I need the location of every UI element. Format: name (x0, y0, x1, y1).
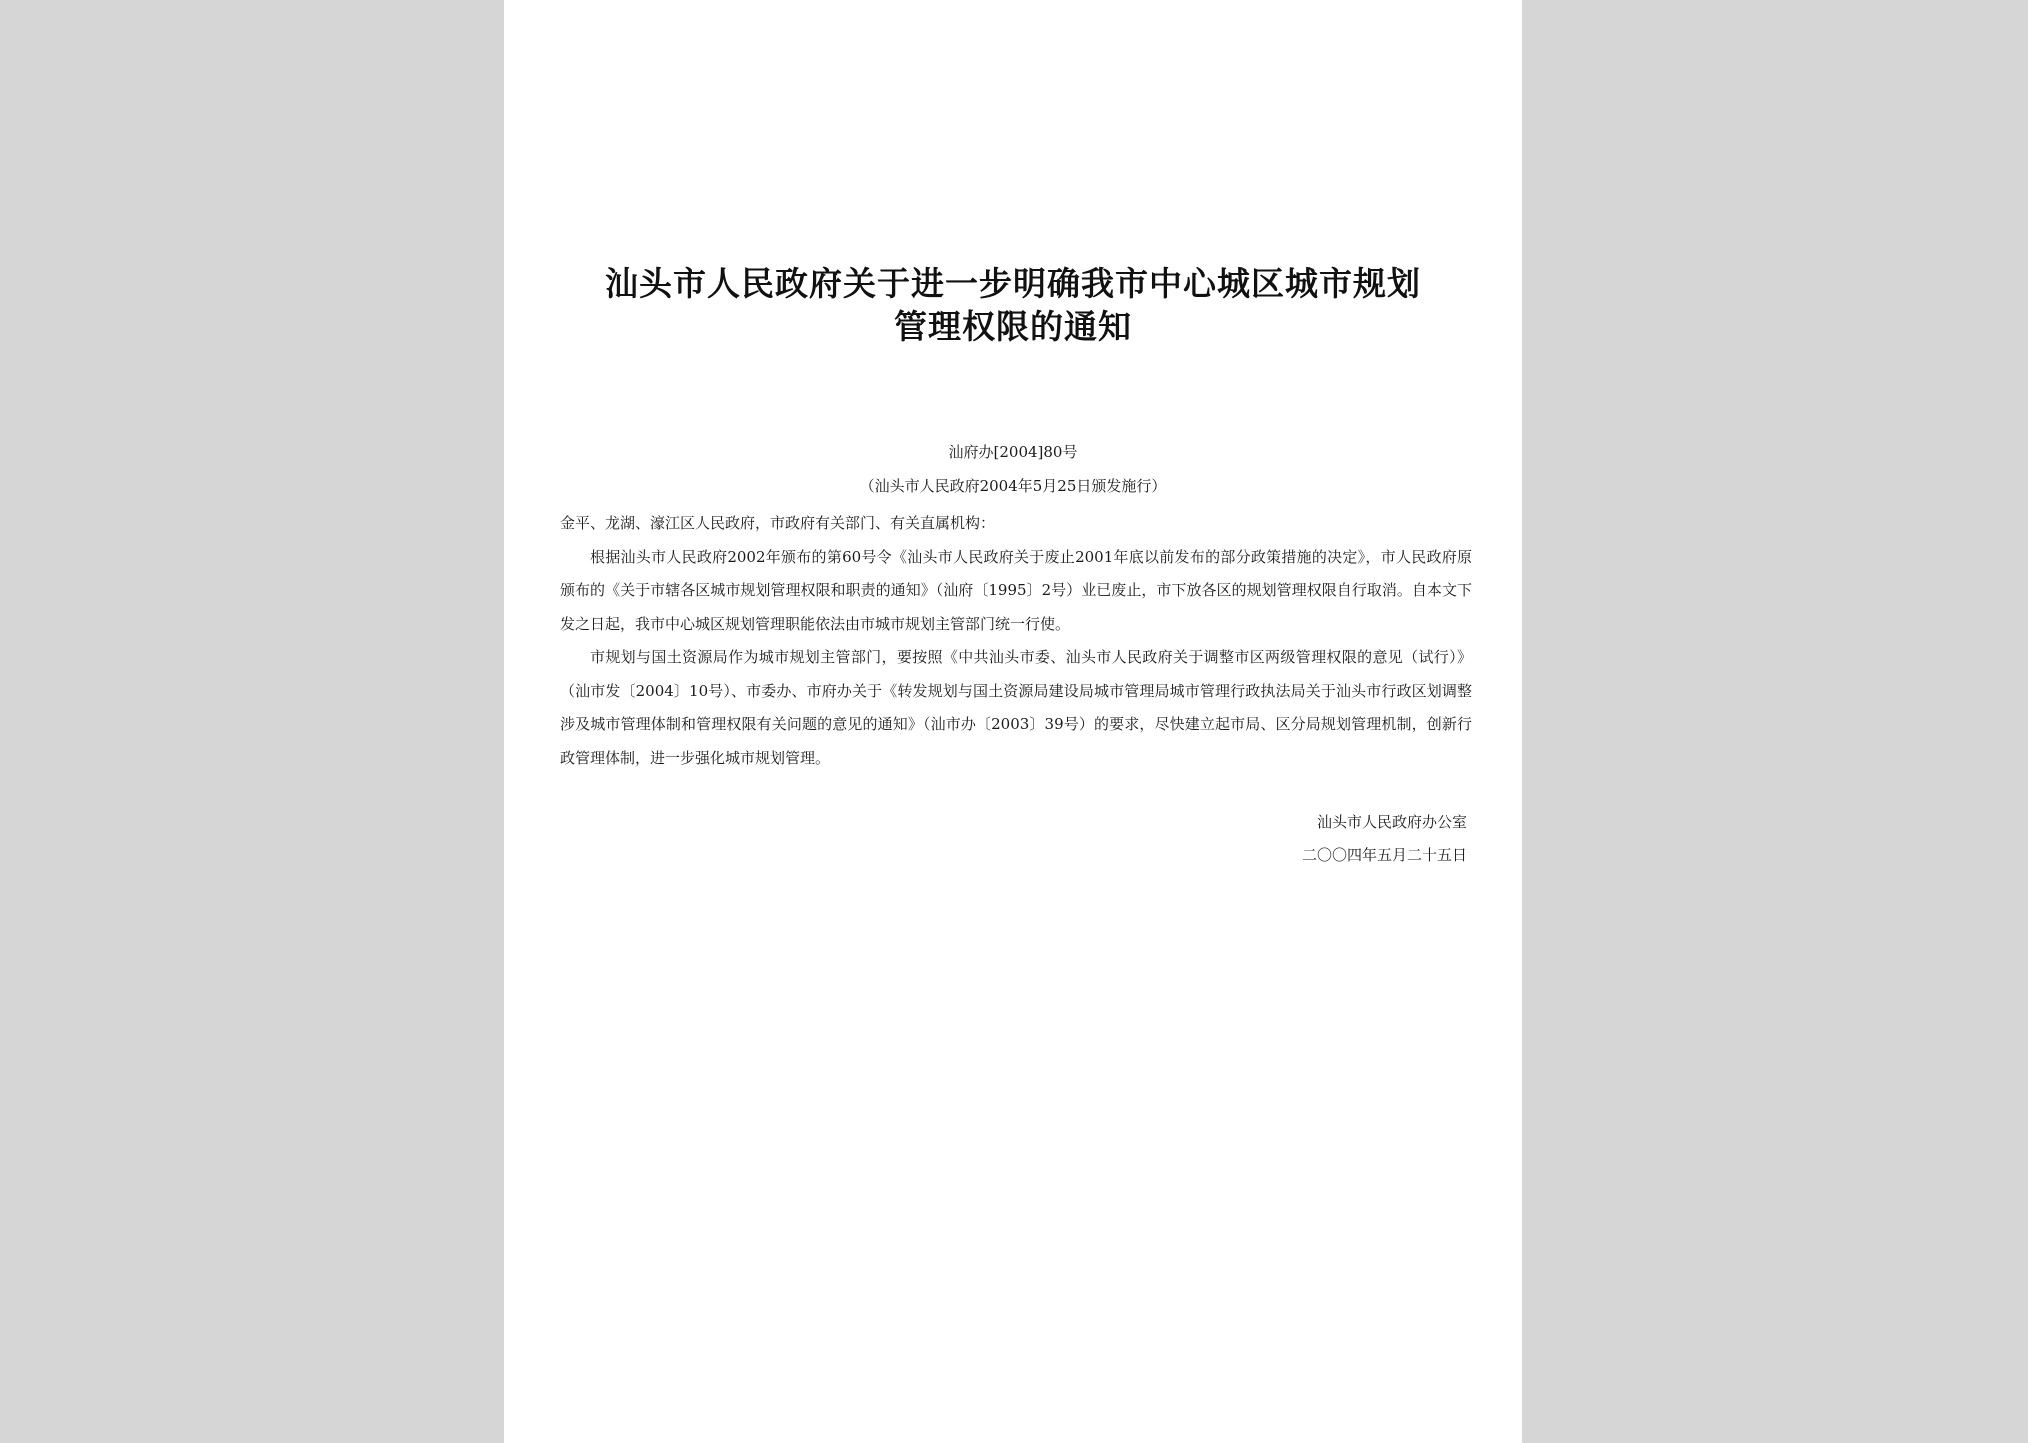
document-body (560, 507, 1472, 775)
document-title (544, 262, 1482, 348)
title-line-2: 管理权限的通知 (894, 307, 1132, 346)
issue-note: （汕头市人民政府2004年5月25日颁发施行） (859, 477, 1167, 495)
paragraph-1: 根据汕头市人民政府2002年颁布的第60号令《汕头市人民政府关于废止2001年底以前发布的部分政策措施的决定》，市人民政府原颁布的《关于市辖各区城市规划管理权限和职责的通知》（汕府〔1995〕2号）业已废止，市下放各区的规划管理权限自行取消。自本文下发之日起，我市中心城区规划管理职能依法由市城市规划主管部门统一行使。 (560, 547, 1472, 633)
document-number: 汕府办[2004]80号 (948, 443, 1078, 461)
issuer-name: 汕头市人民政府办公室 (1316, 813, 1467, 831)
salutation: 金平、龙湖、濠江区人民政府，市政府有关部门、有关直属机构： (560, 514, 996, 532)
title-line-1: 汕头市人民政府关于进一步明确我市中心城区城市规划 (605, 264, 1421, 303)
issue-date: 二〇〇四年五月二十五日 (1301, 846, 1467, 864)
signature-block (1302, 806, 1467, 872)
document-page (504, 0, 1522, 1443)
paragraph-2: 市规划与国土资源局作为城市规划主管部门，要按照《中共汕头市委、汕头市人民政府关于调整市区两级管理权限的意见（试行）》（汕市发〔2004〕10号）、市委办、市府办关于《转发规划与国土资源局建设局城市管理局城市管理行政执法局关于汕头市行政区划调整涉及城市管理体制和管理权限有关问题的意见的通知》（汕市办〔2003〕39号）的要求，尽快建立起市局、区分局规划管理机制，创新行政管理体制，进一步强化城市规划管理。 (560, 648, 1472, 767)
